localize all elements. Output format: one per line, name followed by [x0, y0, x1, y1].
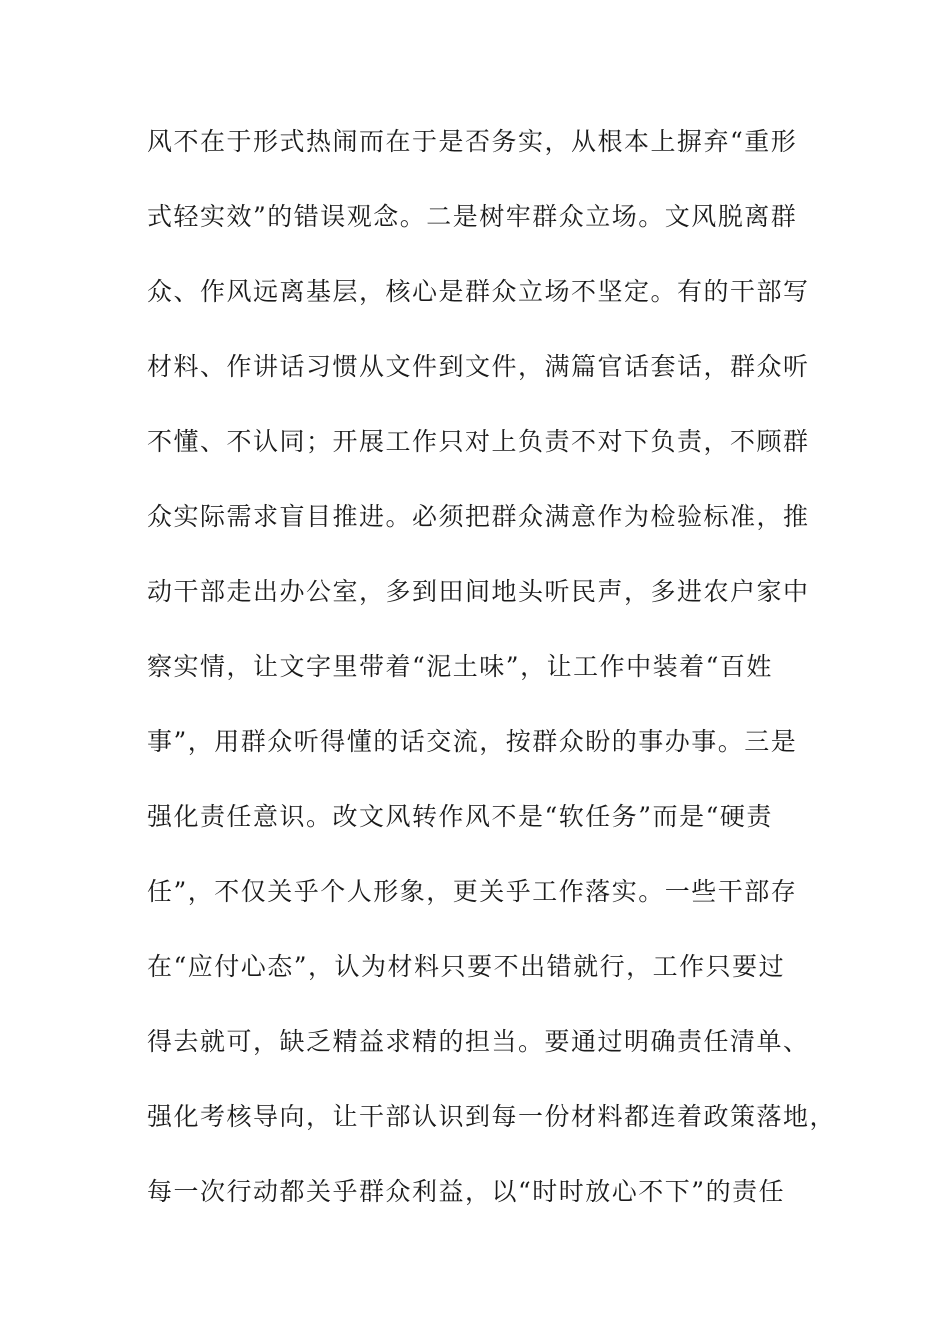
text-line: 众、作风远离基层，核心是群众立场不坚定。有的干部写: [147, 277, 810, 306]
text-line: 众实际需求盲目推进。必须把群众满意作为检验标准，推: [147, 502, 810, 531]
text-line: 式轻实效”的错误观念。二是树牢群众立场。文风脱离群: [147, 202, 798, 231]
text-line: 察实情，让文字里带着“泥土味”，让工作中装着“百姓: [147, 652, 773, 681]
text-line: 风不在于形式热闹而在于是否务实，从根本上摒弃“重形: [147, 127, 798, 156]
text-line: 得去就可，缺乏精益求精的担当。要通过明确责任清单、: [147, 1027, 810, 1056]
text-line: 事”，用群众听得懂的话交流，按群众盼的事办事。三是: [147, 727, 798, 756]
text-line: 强化责任意识。改文风转作风不是“软任务”而是“硬责: [147, 802, 773, 831]
text-line: 强化考核导向，让干部认识到每一份材料都连着政策落地，: [147, 1102, 837, 1131]
text-line: 任”，不仅关乎个人形象，更关乎工作落实。一些干部存: [147, 877, 798, 906]
text-line: 不懂、不认同；开展工作只对上负责不对下负责，不顾群: [147, 427, 810, 456]
text-line: 动干部走出办公室，多到田间地头听民声，多进农户家中: [147, 577, 810, 606]
body-text: [147, 118, 837, 1243]
text-line: 每一次行动都关乎群众利益，以“时时放心不下”的责任: [147, 1177, 786, 1206]
text-line: 材料、作讲话习惯从文件到文件，满篇官话套话，群众听: [147, 352, 810, 381]
text-line: 在“应付心态”，认为材料只要不出错就行，工作只要过: [147, 952, 786, 981]
